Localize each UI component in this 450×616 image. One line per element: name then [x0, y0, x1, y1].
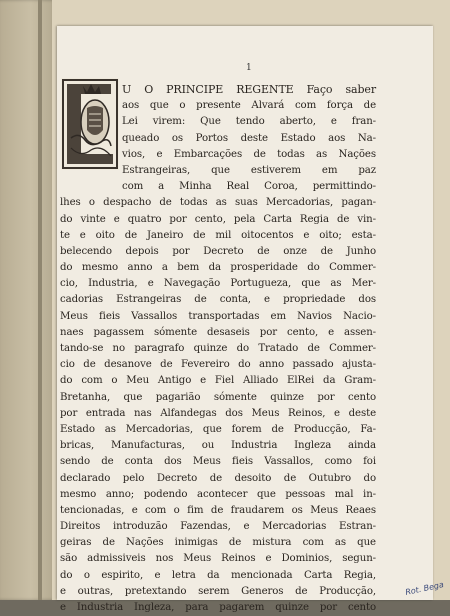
text-line: sendo de conta dos Meus fieis Vassallos, como foi [60, 456, 376, 468]
text-line: queado os Portos deste Estado aos Na- [122, 132, 376, 144]
text-line: declarado pelo Decreto de desoito de Outubro do [60, 472, 376, 484]
text-line: do o espirito, e letra da mencionada Carta Regia, [60, 569, 376, 581]
text-line: tando-se no paragrafo quinze do Tratado de Commer- [60, 343, 376, 354]
text-line: por entrada nas Alfandegas dos Meus Reinos, e deste [60, 407, 376, 419]
text-line: com a Minha Real Coroa, permittindo- [122, 181, 376, 193]
text-line: Direitos introduzão Fazendas, e Mercadorias Estran- [60, 521, 376, 533]
text-line: Meus fieis Vassallos transportadas em Navios Nacio- [60, 310, 376, 322]
text-line: Bretanha, que pagarião sómente quinze por cento [60, 391, 376, 403]
binder-board [0, 0, 56, 600]
text-line: e Industria Ingleza, para pagarem quinze por cento [60, 602, 376, 613]
text-line: aos que o presente Alvará com força de [122, 100, 376, 112]
text-line: do com o Meu Antigo e Fiel Alliado ElRei da Gram- [60, 375, 376, 387]
text-line: do mesmo anno a bem da prosperidade do Commer- [60, 262, 376, 274]
text-line: belecendo depois por Decreto de onze de Junho [60, 245, 376, 257]
text-line: lhes o despacho de todas as suas Mercadorias, pagan- [60, 197, 376, 209]
text-line: cio de desanove de Fevereiro do anno passado ajusta- [60, 359, 376, 371]
text-line: mesmo anno; podendo acontecer que pessoas mal in- [60, 488, 376, 500]
text-line: Estado as Mercadorias, que forem de Producção, Fa- [60, 423, 376, 435]
text-line: tencionadas, e com o fim de fraudarem os Meus Reaes [60, 504, 376, 516]
page-number: 1 [246, 63, 252, 73]
library-stamp: Rot. Bega [404, 580, 445, 597]
text-line: são admissiveis nos Meus Reinos e Dominios, segun- [60, 553, 376, 565]
text-line: do vinte e quatro por cento, pela Carta Regia de vin- [60, 213, 376, 225]
text-line: e outras, pretextando serem Generos de Producção, [60, 585, 376, 597]
text-line: geiras de Nações inimigas de mistura com as que [60, 537, 376, 549]
text-line: bricas, Manufacturas, ou Industria Ingleza ainda [60, 440, 376, 452]
text-line: vios, e Embarcações de todas as Nações [122, 148, 376, 160]
text-line: naes pagassem sómente desaseis por cento, e assen- [60, 326, 376, 338]
text-line: U O PRINCIPE REGENTE Faço saber [122, 83, 376, 96]
binder-edge [38, 0, 42, 600]
text-line: te e oito de Janeiro de mil oitocentos e oito; esta- [60, 229, 376, 241]
text-line: cadorias Estrangeiras de conta, e propriedade dos [60, 294, 376, 306]
text-line: Estrangeiras, que estiverem em paz [122, 164, 376, 176]
alvara-body-text [60, 82, 376, 616]
text-line: Lei virem: Que tendo aberto, e fran- [122, 116, 376, 128]
text-line: cio, Industria, e Navegação Portugueza, que as Mer- [60, 278, 376, 290]
